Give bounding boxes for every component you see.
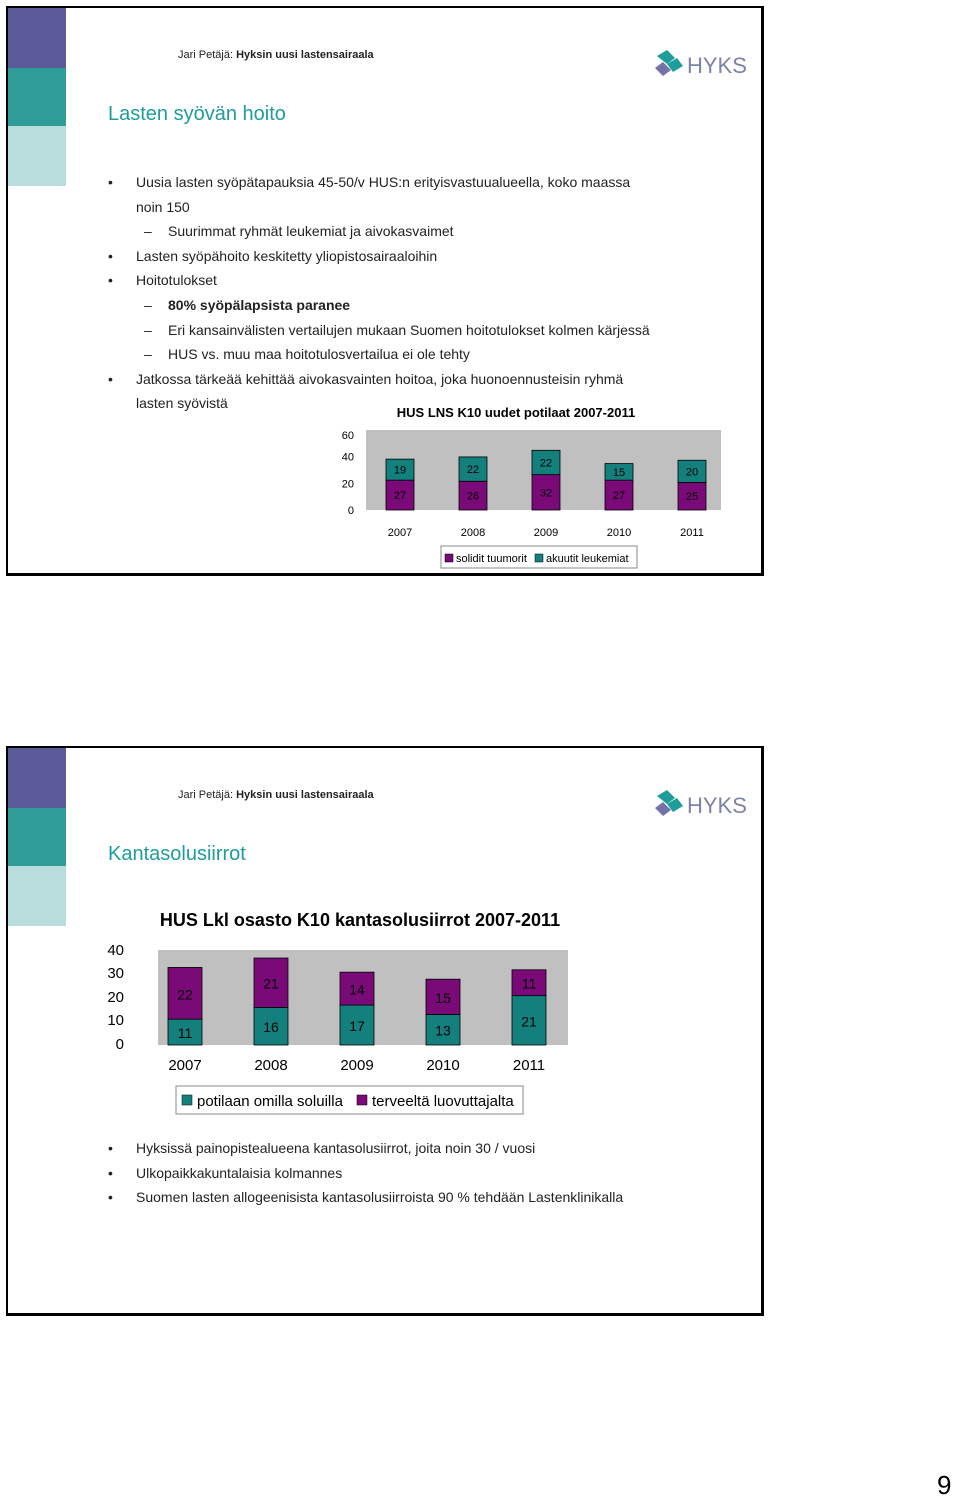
y-tick-label: 60: [341, 430, 354, 442]
bar-label-solid: 32: [539, 487, 553, 500]
decor-stripe-mid: [8, 68, 66, 126]
bullet-marker: •: [108, 1189, 113, 1205]
bar-label-donor: 11: [521, 975, 537, 992]
bar-label-donor: 22: [177, 986, 193, 1003]
slide-title: Kantasolusiirrot: [108, 843, 246, 865]
x-tick-label: 2010: [606, 527, 632, 539]
y-tick-label: 20: [107, 989, 124, 1006]
bullet-text: Hoitotulokset: [136, 272, 217, 289]
bullet-marker: •: [108, 1140, 113, 1156]
bar-label-own: 16: [263, 1019, 279, 1036]
hyks-logo-icon: [653, 46, 748, 80]
bullet-text: Suomen lasten allogeenisista kantasolusiirroista 90 % tehdään Lastenklinikalla: [136, 1189, 624, 1205]
page-number: 9: [937, 1470, 952, 1500]
slide-1: [6, 6, 764, 576]
bullet-text: noin 150: [136, 198, 190, 215]
bullet-marker: •: [108, 370, 113, 387]
bullet-marker: •: [108, 174, 113, 190]
bar-label-leukemia: 19: [393, 464, 407, 477]
bullet-text: Uusia lasten syöpätapauksia 45-50/v HUS:n erityisvastuualueella, koko maassa: [136, 174, 631, 190]
slide-title: Lasten syövän hoito: [108, 103, 286, 125]
bar-label-solid: 27: [612, 490, 626, 503]
header-author: Jari Petäjä:: [178, 49, 234, 61]
logo-text: HYKS: [687, 53, 747, 78]
x-tick-label: 2007: [168, 1057, 202, 1074]
x-tick-label: 2011: [512, 1057, 546, 1074]
bullet-text: Jatkossa tärkeää kehittää aivokasvainten hoitoa, joka huonoennusteisin ryhmä: [136, 370, 624, 387]
hyks-logo-icon: [653, 786, 748, 820]
x-tick-label: 2008: [460, 527, 486, 539]
bar-label-donor: 15: [435, 989, 451, 1006]
bar-label-leukemia: 15: [612, 466, 626, 479]
legend-label-solid: solidit tuumorit: [456, 553, 527, 565]
legend-label-own: potilaan omilla soluilla: [197, 1093, 343, 1110]
bullet-text: Suurimmat ryhmät leukemiat ja aivokasvaimet: [168, 223, 454, 240]
y-tick-label: 40: [107, 942, 124, 959]
legend-swatch-solid: [445, 554, 453, 562]
dash-marker: –: [144, 346, 152, 363]
logo-text: HYKS: [687, 793, 747, 818]
x-tick-label: 2009: [533, 527, 559, 539]
legend-label-donor: terveeltä luovuttajalta: [372, 1093, 514, 1110]
bullet-text: 80% syöpälapsista paranee: [168, 296, 351, 313]
bullet-marker: •: [108, 272, 113, 289]
bullet-marker: •: [108, 247, 113, 264]
header-subject: Hyksin uusi lastensairaala: [236, 49, 374, 61]
slide-2: [6, 746, 764, 1316]
chart-title: HUS Lkl osasto K10 kantasolusiirrot 2007-2011: [159, 910, 561, 930]
bar-label-solid: 26: [466, 490, 480, 503]
decor-stripe-light: [8, 866, 66, 926]
bar-label-leukemia: 20: [685, 466, 699, 479]
bar-label-own: 13: [435, 1022, 451, 1039]
x-tick-label: 2010: [426, 1057, 460, 1074]
dash-marker: –: [144, 223, 152, 240]
decor-stripe-mid: [8, 808, 66, 866]
bullet-text: Hyksissä painopistealueena kantasolusiirrot, joita noin 30 / vuosi: [136, 1140, 536, 1156]
slide-header: [178, 49, 374, 61]
x-tick-label: 2009: [340, 1057, 374, 1074]
header-author: Jari Petäjä:: [178, 789, 234, 801]
legend-label-leukemia: akuutit leukemiat: [546, 553, 629, 565]
x-tick-label: 2007: [387, 527, 413, 539]
y-tick-label: 10: [107, 1012, 124, 1029]
y-tick-label: 30: [107, 965, 124, 982]
legend-swatch-own: [182, 1095, 192, 1105]
bullet-text: Eri kansainvälisten vertailujen mukaan Suomen hoitotulokset kolmen kärjessä: [168, 321, 650, 338]
bar-label-own: 17: [349, 1018, 365, 1035]
y-tick-label: 0: [115, 1036, 124, 1053]
y-tick-label: 20: [341, 478, 354, 491]
x-tick-label: 2011: [680, 527, 704, 539]
y-tick-label: 0: [347, 505, 354, 517]
decor-stripe-dark: [8, 748, 66, 808]
legend-swatch-leukemia: [535, 554, 543, 562]
bar-label-donor: 14: [349, 981, 365, 998]
bullet-text: HUS vs. muu maa hoitotulosvertailua ei ole tehty: [168, 346, 470, 363]
chart-title: HUS LNS K10 uudet potilaat 2007-2011: [396, 405, 636, 420]
bar-label-own: 11: [177, 1025, 193, 1042]
legend-swatch-donor: [357, 1095, 367, 1105]
slide-header: [178, 789, 374, 801]
bullet-marker: •: [108, 1164, 113, 1181]
bar-label-solid: 25: [685, 491, 699, 504]
bullet-text: Ulkopaikkakuntalaisia kolmannes: [136, 1164, 343, 1181]
decor-stripe-light: [8, 126, 66, 186]
bar-label-donor: 21: [263, 975, 279, 992]
header-subject: Hyksin uusi lastensairaala: [236, 789, 374, 801]
x-tick-label: 2008: [254, 1057, 288, 1074]
bar-label-own: 21: [521, 1013, 537, 1030]
bar-label-leukemia: 22: [539, 457, 553, 470]
y-tick-label: 40: [341, 451, 354, 464]
bullet-text: lasten syövistä: [136, 395, 228, 412]
bar-label-leukemia: 22: [466, 464, 480, 477]
dash-marker: –: [144, 296, 152, 313]
bar-label-solid: 27: [393, 490, 407, 503]
chart-new-patients: [326, 393, 726, 573]
decor-stripe-dark: [8, 8, 66, 68]
bullet-text: Lasten syöpähoito keskitetty yliopistosairaaloihin: [136, 247, 438, 264]
dash-marker: –: [144, 321, 152, 338]
chart-stem-cell-transplants: [100, 900, 580, 1120]
